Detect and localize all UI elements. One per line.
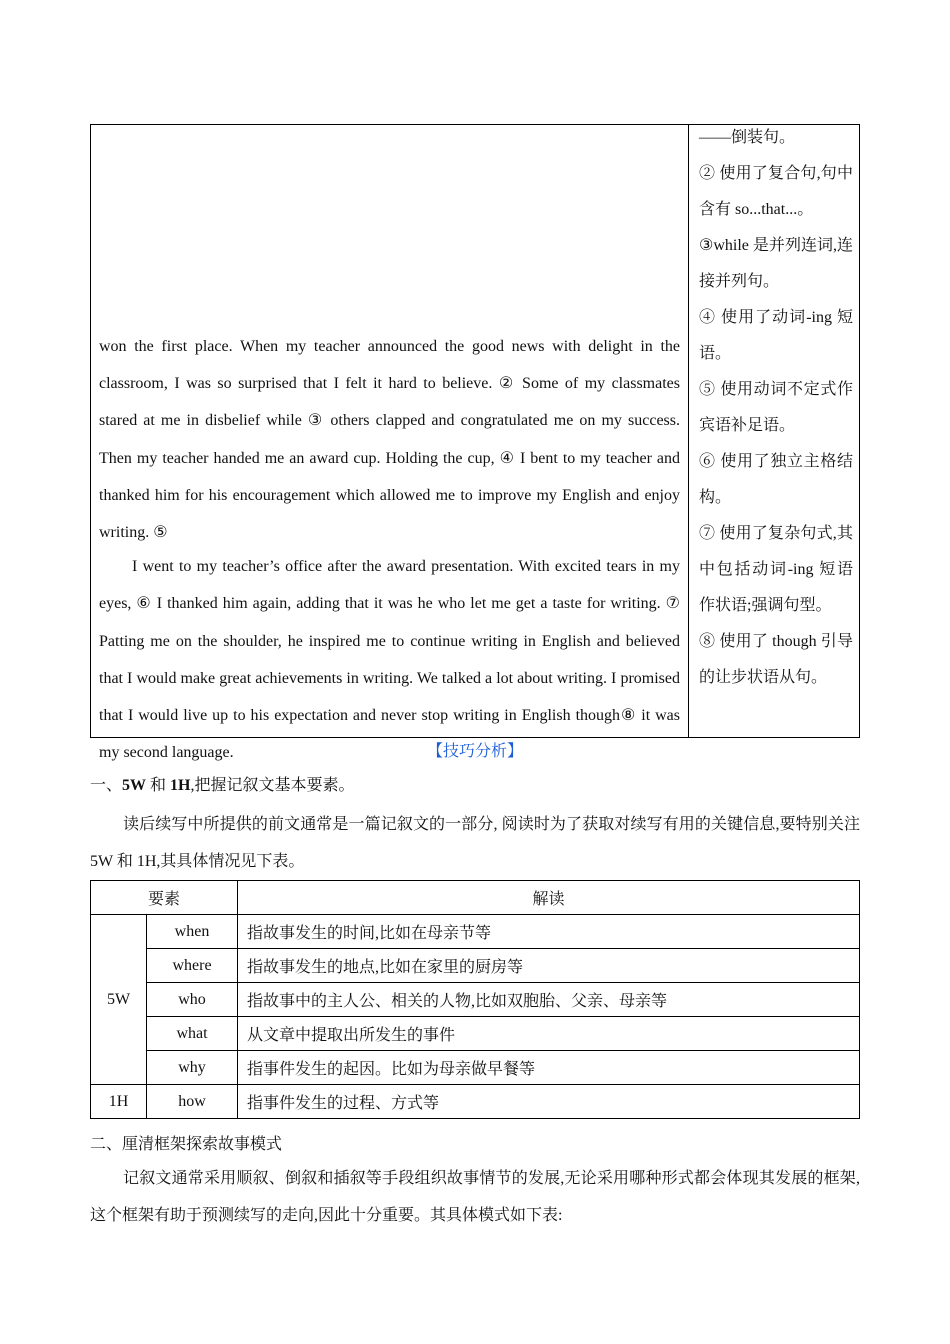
note-4: ④ 使用了动词-ing 短语。 <box>699 309 853 362</box>
row-desc: 指故事发生的时间,比如在母亲节等 <box>238 915 860 949</box>
essay-text <box>99 328 680 771</box>
note-5: ⑤ 使用动词不定式作宾语补足语。 <box>699 381 853 434</box>
row-desc: 从文章中提取出所发生的事件 <box>238 1017 860 1051</box>
five-w-one-h-table <box>90 880 860 1119</box>
table-row <box>91 915 860 949</box>
table-row <box>91 949 860 983</box>
table-row <box>91 983 860 1017</box>
heading-1h: 1H <box>170 777 191 794</box>
row-desc: 指事件发生的起因。比如为母亲做早餐等 <box>238 1051 860 1085</box>
note-7: ⑦ 使用了复杂句式,其中包括动词-ing 短语作状语;强调句型。 <box>699 525 853 614</box>
heading-and: 和 <box>146 777 171 794</box>
note-8: ⑧ 使用了 though 引导的让步状语从句。 <box>699 633 853 686</box>
row-key: when <box>147 915 238 949</box>
header-meaning: 解读 <box>238 881 860 915</box>
row-desc: 指事件发生的过程、方式等 <box>238 1085 860 1119</box>
essay-paragraph-1: won the first place. When my teacher announced the good news with delight in the classroom, I was so surprised that I felt it hard to believe. ② Some of my classmates stared at me in disbelief while ③ others clapped and congratulated me on my success. Then my teacher handed me an award cup. Holding the cup, ④ I bent to my teacher and thanked him for his encouragement which allowed me to improve my English and enjoy writing. ⑤ <box>99 338 680 542</box>
row-key: how <box>147 1085 238 1119</box>
table-header-row <box>91 881 860 915</box>
row-desc: 指故事中的主人公、相关的人物,比如双胞胎、父亲、母亲等 <box>238 983 860 1017</box>
note-2: ② 使用了复合句,句中含有 so...that...。 <box>699 165 853 218</box>
row-desc: 指故事发生的地点,比如在家里的厨房等 <box>238 949 860 983</box>
table-row <box>91 1017 860 1051</box>
note-6: ⑥ 使用了独立主格结构。 <box>699 453 853 506</box>
table-row <box>91 1051 860 1085</box>
group-1h: 1H <box>91 1085 147 1119</box>
heading-5w: 5W <box>122 777 147 794</box>
header-element: 要素 <box>91 881 238 915</box>
note-1: ——倒装句。 <box>699 129 796 146</box>
intro-paragraph: 读后续写中所提供的前文通常是一篇记叙文的一部分, 阅读时为了获取对续写有用的关键信息,要特别关注 5W 和 1H,其具体情况见下表。 <box>90 816 860 870</box>
framework-paragraph: 记叙文通常采用顺叙、倒叙和插叙等手段组织故事情节的发展,无论采用哪种形式都会体现其发展的框架,这个框架有助于预测续写的走向,因此十分重要。其具体模式如下表: <box>90 1170 860 1224</box>
group-5w: 5W <box>91 915 147 1085</box>
row-key: where <box>147 949 238 983</box>
heading-framework: 二、厘清框架探索故事模式 <box>90 1136 283 1153</box>
row-key: who <box>147 983 238 1017</box>
essay-paragraph-2: I went to my teacher’s office after the award presentation. With excited tears in my eyes, ⑥ I thanked him again, adding that it was he who let me get a taste for writing. ⑦ Patting me on the shoulder, he inspired me to continue writing in English and believed that I would make great achievements in writing. We talked a lot about writing. I promised that I would live up to his expectation and never stop writing in English though⑧ it was my second language. <box>99 558 680 762</box>
heading-5w1h <box>90 774 355 798</box>
section-title: 【技巧分析】 <box>426 743 523 760</box>
heading-prefix: 一、 <box>90 777 123 794</box>
notes-cell <box>699 125 853 696</box>
row-key: why <box>147 1051 238 1085</box>
row-key: what <box>147 1017 238 1051</box>
heading-suffix: ,把握记叙文基本要素。 <box>190 777 355 794</box>
table-row <box>91 1085 860 1119</box>
note-3: ③while 是并列连词,连接并列句。 <box>699 237 853 290</box>
